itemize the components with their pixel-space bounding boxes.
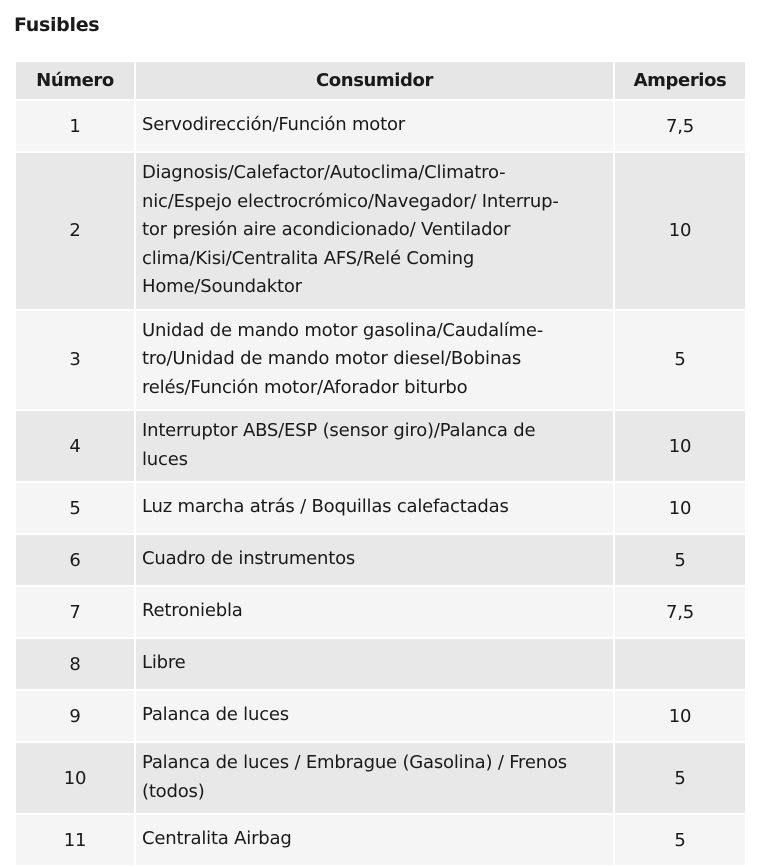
fuse-consumer: Centralita Airbag	[136, 815, 613, 865]
fuse-amperage: 7,5	[615, 101, 745, 151]
fuse-number: 3	[16, 311, 134, 410]
fuse-amperage: 10	[615, 483, 745, 533]
fuse-amperage: 10	[615, 691, 745, 741]
fuse-number: 2	[16, 153, 134, 309]
table-row	[16, 483, 745, 533]
table-row	[16, 311, 745, 410]
table-row	[16, 691, 745, 741]
fuse-table	[14, 60, 747, 867]
table-row	[16, 815, 745, 865]
fuse-consumer: Palanca de luces	[136, 691, 613, 741]
fuse-amperage: 5	[615, 311, 745, 410]
fuse-number: 1	[16, 101, 134, 151]
fuse-consumer: Unidad de mando motor gasolina/Caudalíme- tro/Unidad de mando motor diesel/Bobinas relés/Función motor/Aforador biturbo	[136, 311, 613, 410]
fuse-amperage	[615, 639, 745, 689]
fuse-consumer: Luz marcha atrás / Boquillas calefactadas	[136, 483, 613, 533]
table-row	[16, 743, 745, 813]
fuse-number: 4	[16, 411, 134, 481]
fuse-consumer: Servodirección/Función motor	[136, 101, 613, 151]
table-row	[16, 101, 745, 151]
fuse-consumer: Interruptor ABS/ESP (sensor giro)/Palanca de luces	[136, 411, 613, 481]
table-row	[16, 535, 745, 585]
fuse-amperage: 5	[615, 743, 745, 813]
column-header-amperios: Amperios	[615, 62, 745, 99]
column-header-consumidor: Consumidor	[136, 62, 613, 99]
fuse-consumer: Libre	[136, 639, 613, 689]
fuse-number: 10	[16, 743, 134, 813]
fuse-number: 7	[16, 587, 134, 637]
fuse-consumer: Cuadro de instrumentos	[136, 535, 613, 585]
fuse-consumer: Retroniebla	[136, 587, 613, 637]
table-header-row	[16, 62, 745, 99]
fuse-amperage: 10	[615, 153, 745, 309]
fuse-number: 5	[16, 483, 134, 533]
table-row	[16, 639, 745, 689]
page-title: Fusibles	[14, 14, 100, 36]
fuse-number: 9	[16, 691, 134, 741]
fuse-amperage: 5	[615, 535, 745, 585]
table-row	[16, 153, 745, 309]
fuse-number: 11	[16, 815, 134, 865]
table-row	[16, 411, 745, 481]
fuse-consumer: Diagnosis/Calefactor/Autoclima/Climatro- nic/Espejo electrocrómico/Navegador/ Interrup- tor presión aire acondicionado/ Ventilador clima/Kisi/Centralita AFS/Relé Coming Home/Soundaktor	[136, 153, 613, 309]
table-row	[16, 587, 745, 637]
fuse-number: 8	[16, 639, 134, 689]
column-header-numero: Número	[16, 62, 134, 99]
fuse-number: 6	[16, 535, 134, 585]
fuse-amperage: 7,5	[615, 587, 745, 637]
fuse-amperage: 10	[615, 411, 745, 481]
fuse-consumer: Palanca de luces / Embrague (Gasolina) / Frenos (todos)	[136, 743, 613, 813]
fuse-amperage: 5	[615, 815, 745, 865]
